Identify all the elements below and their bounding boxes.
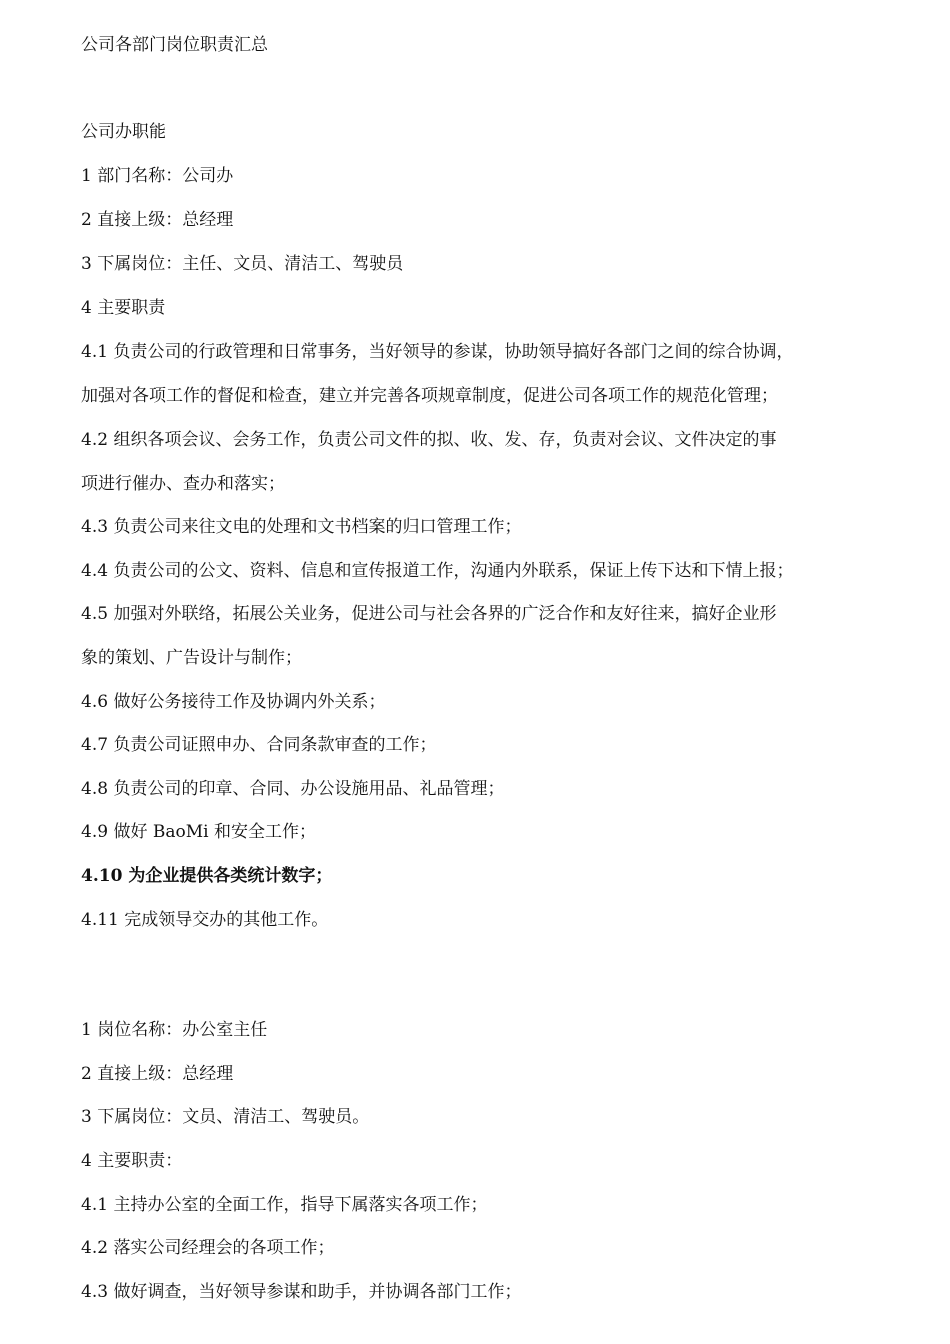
duty-4-1-line2: 加强对各项工作的督促和检查，建立并完善各项规章制度，促进公司各项工作的规范化管理；: [81, 386, 778, 406]
duty-4-7: 4.7 负责公司证照申办、合同条款审查的工作；: [81, 735, 437, 755]
position-duty-4-1: 4.1 主持办公室的全面工作，指导下属落实各项工作；: [81, 1195, 488, 1215]
duty-4-9: 4.9 做好 BaoMi 和安全工作；: [81, 822, 316, 842]
duty-4-10: 4.10 为企业提供各类统计数字；: [81, 866, 333, 886]
duties-heading: 4 主要职责: [81, 298, 166, 318]
duty-4-5-line1: 4.5 加强对外联络，拓展公关业务，促进公司与社会各界的广泛合作和友好往来，搞好企业形: [81, 604, 777, 624]
position-subordinates-line: 3 下属岗位：文员、清洁工、驾驶员。: [81, 1107, 370, 1127]
position-name-line: 1 岗位名称：办公室主任: [81, 1020, 268, 1040]
duty-4-2-line1: 4.2 组织各项会议、会务工作，负责公司文件的拟、收、发、存，负责对会议、文件决定的事: [81, 430, 777, 450]
duty-4-5-line2: 象的策划、广告设计与制作；: [81, 648, 302, 668]
position-duty-4-2: 4.2 落实公司经理会的各项工作；: [81, 1238, 335, 1258]
position-duties-heading: 4 主要职责：: [81, 1151, 183, 1171]
duty-4-1-line1: 4.1 负责公司的行政管理和日常事务，当好领导的参谋，协助领导搞好各部门之间的综合协调，: [81, 342, 794, 362]
position-superior-line: 2 直接上级：总经理: [81, 1064, 234, 1084]
duty-4-11: 4.11 完成领导交办的其他工作。: [81, 910, 329, 930]
dept-name-line: 1 部门名称：公司办: [81, 166, 234, 186]
duty-4-4: 4.4 负责公司的公文、资料、信息和宣传报道工作，沟通内外联系，保证上传下达和下情上报；: [81, 561, 794, 581]
document-title: 公司各部门岗位职责汇总: [81, 35, 268, 55]
duty-4-8: 4.8 负责公司的印章、合同、办公设施用品、礼品管理；: [81, 779, 505, 799]
superior-line: 2 直接上级：总经理: [81, 210, 234, 230]
duty-4-2-line2: 项进行催办、查办和落实；: [81, 474, 285, 494]
duty-4-6: 4.6 做好公务接待工作及协调内外关系；: [81, 692, 386, 712]
position-duty-4-3: 4.3 做好调查，当好领导参谋和助手，并协调各部门工作；: [81, 1282, 522, 1302]
duty-4-3: 4.3 负责公司来往文电的处理和文书档案的归口管理工作；: [81, 517, 522, 537]
section-heading: 公司办职能: [81, 122, 166, 142]
subordinates-line: 3 下属岗位：主任、文员、清洁工、驾驶员: [81, 254, 404, 274]
